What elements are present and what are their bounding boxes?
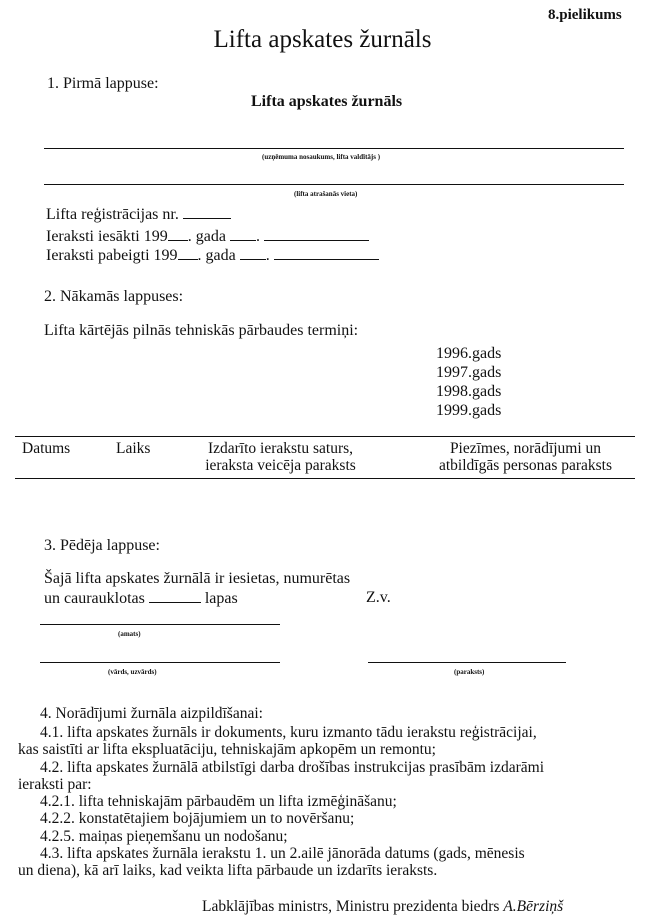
year-prefix: 199	[143, 228, 168, 245]
pages-blank	[149, 589, 201, 603]
col-notes	[418, 440, 633, 474]
signature-line	[368, 662, 566, 663]
year-item: 1999.gads	[436, 402, 502, 419]
name-line	[40, 662, 280, 663]
terms-label: Lifta kārtējās pilnās tehniskās pārbaudes termiņi:	[44, 322, 359, 339]
year-blank	[168, 227, 188, 241]
instruction-4-1-l1: 4.1. lifta apskates žurnāls ir dokuments, kuru izmanto tādu ierakstu reģistrācijai,	[40, 724, 537, 741]
gada-text: . gada	[197, 247, 236, 264]
year-item: 1996.gads	[436, 345, 502, 362]
location-caption: (lifta atrašanās vieta)	[294, 190, 358, 198]
entries-ended-label: Ieraksti pabeigti	[46, 247, 150, 264]
section2-heading: 2. Nākamās lappuses:	[44, 288, 184, 305]
seal-label: Z.v.	[366, 589, 391, 606]
instruction-4-3-l1: 4.3. lifta apskates žurnāla ierakstu 1. un 2.ailē jānorāda datums (gads, mēnesis	[40, 845, 525, 863]
year-prefix: 199	[153, 247, 178, 264]
section4-heading: 4. Norādījumi žurnāla aizpildīšanai:	[40, 705, 263, 722]
name-caption: (vārds, uzvārds)	[108, 668, 157, 676]
position-caption: (amats)	[118, 630, 141, 638]
date-blank	[230, 227, 256, 241]
instruction-4-2-2: 4.2.2. konstatētajiem bojājumiem un to novēršanu;	[40, 810, 355, 828]
owner-line	[44, 148, 624, 149]
statement-text-b: lapas	[204, 590, 238, 607]
entries-started-row: Ieraksti iesākti 199 . gada .	[46, 227, 369, 246]
col-notes-l1: Piezīmes, norādījumi un	[449, 440, 602, 457]
section3-heading: 3. Pēdēja lappuse:	[44, 537, 160, 554]
col-time: Laiks	[116, 440, 151, 457]
instruction-4-2-1: 4.2.1. lifta tehniskajām pārbaudēm un lifta izmēģināšanu;	[40, 793, 397, 811]
instruction-4-2-l1: 4.2. lifta apskates žurnālā atbilstīgi darba drošības instrukcijas prasībām izdarāmi	[40, 758, 545, 776]
minister-signature	[202, 898, 563, 916]
col-content-l2: ieraksta veicēja paraksts	[205, 457, 356, 474]
year-item: 1998.gads	[436, 383, 502, 400]
registration-label: Lifta reģistrācijas nr.	[46, 206, 179, 223]
col-date: Datums	[22, 440, 71, 457]
month-blank	[264, 227, 369, 241]
years-list	[436, 344, 501, 420]
entries-started-label: Ieraksti iesākti	[46, 228, 140, 245]
instruction-4-2-5: 4.2.5. maiņas pieņemšanu un nodošanu;	[40, 827, 288, 845]
registration-row	[46, 205, 231, 224]
location-line	[44, 184, 624, 185]
statement-line2	[44, 589, 238, 608]
instruction-4-3-l2: un diena), kā arī laiks, kad veikta lifta pārbaude un izdarīts ieraksts.	[18, 862, 438, 880]
registration-blank	[183, 205, 231, 219]
col-content	[188, 440, 373, 474]
table-bottom-line	[15, 478, 635, 479]
statement-line1: Šajā lifta apskates žurnālā ir iesietas, numurētas	[44, 570, 351, 587]
month-blank	[274, 246, 379, 260]
section1-subtitle: Lifta apskates žurnāls	[251, 93, 403, 110]
signature-caption: (paraksts)	[454, 668, 485, 676]
date-blank	[240, 246, 266, 260]
position-line	[40, 624, 280, 625]
table-top-line	[15, 436, 635, 437]
owner-caption: (uzņēmuma nosaukums, lifta valdītājs )	[262, 153, 381, 161]
annex-label: 8.pielikums	[548, 7, 622, 23]
year-item: 1997.gads	[436, 364, 502, 381]
instructions	[18, 724, 638, 880]
year-blank	[178, 246, 198, 260]
instruction-4-1-l2: kas saistīti ar lifta ekspluatāciju, tehniskajām apkopēm un remontu;	[18, 741, 436, 759]
instruction-4-2-l2: ieraksti par:	[18, 775, 92, 793]
entries-ended-row: Ieraksti pabeigti 199 . gada .	[46, 246, 379, 265]
signature-text: Labklājības ministrs, Ministru prezidenta biedrs	[202, 898, 500, 915]
gada-text: . gada	[187, 228, 226, 245]
col-notes-l2: atbildīgās personas paraksts	[438, 457, 613, 474]
statement-text-a: un caurauklotas	[44, 590, 145, 607]
document-title: Lifta apskates žurnāls	[213, 26, 432, 53]
section1-heading: 1. Pirmā lappuse:	[47, 75, 159, 92]
col-content-l1: Izdarīto ierakstu saturs,	[207, 440, 354, 457]
signature-name: A.Bērziņš	[503, 898, 564, 915]
